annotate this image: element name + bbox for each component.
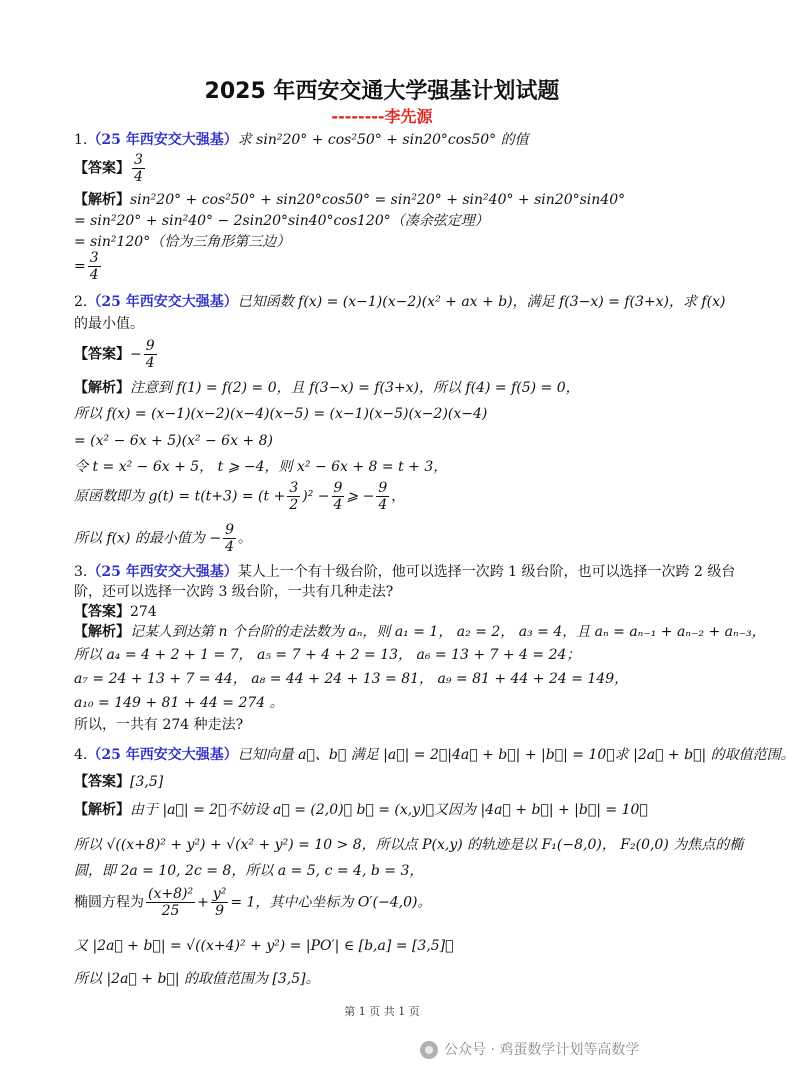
- document-author: --------李先源: [331, 107, 433, 126]
- q2-stem: 2.（25 年西安交大强基）已知函数 f(x) = (x−1)(x−2)(x² + ax + b)，满足 f(3−x) = f(3+x)，求 f(x): [74, 294, 726, 310]
- q1-source: （25 年西安交大强基）: [87, 132, 238, 148]
- document-title: 2025 年西安交通大学强基计划试题: [204, 79, 560, 104]
- page-number: 第 1 页 共 1 页: [344, 1005, 420, 1018]
- q1-analysis-line-1: 【解析】sin²20° + cos²50° + sin20°cos50° = sin²20° + sin²40° + sin20°sin40°: [74, 192, 626, 208]
- q2-analysis-line-1: 【解析】注意到 f(1) = f(2) = 0，且 f(3−x) = f(3+x)，所以 f(4) = f(5) = 0，: [74, 380, 580, 396]
- q4-analysis-line-2: 所以 √((x+8)² + y²) + √(x² + y²) = 10 > 8，所以点 P(x,y) 的轨迹是以 F₁(−8,0)， F₂(0,0) 为焦点的椭: [74, 837, 744, 853]
- q2-analysis-line-6: 所以 f(x) 的最小值为 − $\frac{9}{4}$ 。: [74, 522, 253, 555]
- q2-source: （25 年西安交大强基）: [87, 294, 238, 310]
- q3-analysis-line-3: a₇ = 24 + 13 + 7 = 44， a₈ = 44 + 24 + 13 = 81， a₉ = 81 + 44 + 24 = 149，: [74, 671, 629, 687]
- q4-answer: 【答案】[3,5]: [74, 774, 164, 790]
- q4-analysis-line-4: 椭圆方程为 $\frac{\text{(x+8)²}}{25}$ + $\frac{\text{y²}}{9}$ = 1，其中心坐标为 O′(−4,0)。: [74, 886, 432, 919]
- q2-stem-2: 的最小值。: [74, 316, 144, 332]
- q4-source: （25 年西安交大强基）: [87, 747, 238, 763]
- q1-answer-fraction: $\frac{3}{4}$: [134, 152, 143, 185]
- q3-answer: 【答案】274: [74, 604, 157, 620]
- q4-analysis-line-6: 所以 |2a⃗ + b⃗| 的取值范围为 [3,5]。: [74, 971, 320, 987]
- q1-analysis-line-4: = $\frac{3}{4}$: [74, 250, 99, 283]
- q2-analysis-line-3: = (x² − 6x + 5)(x² − 6x + 8): [74, 433, 273, 449]
- q2-analysis-line-2: 所以 f(x) = (x−1)(x−2)(x−4)(x−5) = (x−1)(x−5)(x−2)(x−4): [74, 406, 488, 422]
- q1-answer: 【答案】 $\frac{3}{4}$: [74, 152, 143, 185]
- watermark: 公众号 · 鸡蛋数学计划等高数学: [420, 1039, 750, 1063]
- q1-stem: 1.（25 年西安交大强基）求 sin²20° + cos²50° + sin20°cos50° 的值: [74, 132, 529, 148]
- q3-analysis-line-5: 所以，一共有 274 种走法?: [74, 717, 244, 733]
- q4-stem: 4.（25 年西安交大强基）已知向量 a⃗、b⃗ 满足 |a⃗| = 2，|4a⃗ + b⃗| + |b⃗| = 10，求 |2a⃗ + b⃗| 的取值范围。: [74, 747, 795, 763]
- wechat-icon: [420, 1041, 438, 1059]
- q4-analysis-line-5: 又 |2a⃗ + b⃗| = √((x+4)² + y²) = |PO′| ∈ [b,a] = [3,5]，: [74, 938, 454, 954]
- q4-analysis-line-3: 圆，即 2a = 10, 2c = 8，所以 a = 5, c = 4, b = 3，: [74, 863, 424, 879]
- q2-analysis-line-4: 令 t = x² − 6x + 5， t ⩾ −4，则 x² − 6x + 8 = t + 3，: [74, 459, 448, 475]
- q3-analysis-line-1: 【解析】记某人到达第 n 个台阶的走法数为 aₙ，则 a₁ = 1， a₂ = 2， a₃ = 4，且 aₙ = aₙ₋₁ + aₙ₋₂ + aₙ₋₃，: [74, 624, 766, 640]
- q3-analysis-line-4: a₁₀ = 149 + 81 + 44 = 274 。: [74, 695, 284, 711]
- q2-answer-fraction: $\frac{9}{4}$: [145, 338, 155, 371]
- q1-analysis-line-2: = sin²20° + sin²40° − 2sin20°sin40°cos120°（凑余弦定理）: [74, 213, 489, 229]
- q1-analysis-line-3: = sin²120°（恰为三角形第三边）: [74, 234, 291, 250]
- q2-analysis-line-5: 原函数即为 g(t) = t(t+3) = (t + $\frac{3}{2}$ )² − $\frac{9}{4}$ ⩾ − $\frac{9}{4}$ ，: [74, 480, 406, 513]
- q3-source: （25 年西安交大强基）: [87, 564, 238, 580]
- q3-stem-2: 阶，还可以选择一次跨 3 级台阶，一共有几种走法?: [74, 584, 394, 600]
- q3-stem: 3.（25 年西安交大强基）某人上一个有十级台阶，他可以选择一次跨 1 级台阶，也可以选择一次跨 2 级台: [74, 564, 736, 580]
- q3-analysis-line-2: 所以 a₄ = 4 + 2 + 1 = 7， a₅ = 7 + 4 + 2 = 13， a₆ = 13 + 7 + 4 = 24；: [74, 647, 581, 663]
- q4-analysis-line-1: 【解析】由于 |a⃗| = 2，不妨设 a⃗ = (2,0)， b⃗ = (x,y)，又因为 |4a⃗ + b⃗| + |b⃗| = 10，: [74, 802, 648, 818]
- q2-answer: 【答案】− $\frac{9}{4}$: [74, 338, 155, 371]
